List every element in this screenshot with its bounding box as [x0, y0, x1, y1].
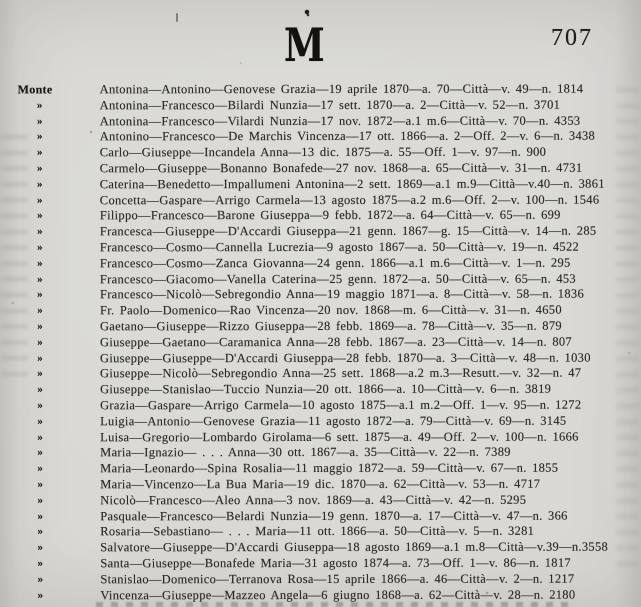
entry-margin-label: » [37, 304, 43, 317]
entry-margin-label: » [37, 415, 43, 428]
entry-text: Francesca—Giuseppe—D'Accardi Giuseppa—21 genn. 1867—g. 15—Città—v. 14—n. 285 [99, 223, 597, 239]
entry-row [0, 255, 641, 272]
entry-row [0, 476, 641, 493]
entry-margin-label: Monte [17, 82, 53, 97]
entry-text: Nicolò—Francesco—Aleo Anna—3 nov. 1869—a. 43—Città—v. 42—n. 5295 [100, 492, 527, 508]
entry-row [0, 176, 641, 193]
entry-text: Francesco—Cosmo—Zanca Giovanna—24 genn. 1866—a.1 m.6—Città—v. 1—n. 295 [99, 255, 571, 271]
entry-row [0, 145, 641, 162]
entry-text: Antonina—Antonino—Genovese Grazia—19 aprile 1870—a. 70—Città—v. 49—n. 1814 [99, 81, 584, 97]
entry-margin-label: » [37, 225, 43, 238]
entry-row [0, 413, 641, 430]
scan-artifact-right-bleed [616, 88, 638, 568]
entry-row [0, 350, 641, 367]
entry-text: Maria—Leonardo—Spina Rosalia—11 maggio 1872—a. 59—Città—v. 67—n. 1855 [100, 460, 559, 476]
entry-row [0, 192, 641, 209]
entry-text: Stanislao—Domenico—Terranova Rosa—15 aprile 1866—a. 46—Città—v. 2—n. 1217 [100, 571, 575, 587]
entry-row [0, 508, 641, 525]
entry-margin-label: » [37, 288, 43, 301]
entry-text: Grazia—Gaspare—Arrigo Carmela—10 agosto 1875—a.1 m.2—Off. 1—v. 95—n. 1272 [100, 397, 582, 413]
page-number: 707 [551, 25, 593, 51]
entry-row [0, 540, 641, 557]
ink-speck [0, 0, 2, 2]
entry-margin-label: » [37, 272, 43, 285]
entry-text: Maria—Vincenzo—La Bua Maria—19 dic. 1870—a. 62—Città—v. 53—n. 4717 [100, 476, 541, 492]
entry-text: Filippo—Francesco—Barone Giuseppa—9 febb. 1872—a. 64—Città—v. 65—n. 699 [99, 208, 561, 223]
entry-text: Vincenza—Giuseppe—Mazzeo Angela—6 giugno 1868—a. 62—Città—v. 28—n. 2180 [100, 587, 576, 602]
entry-margin-label: » [37, 557, 44, 570]
entry-row [0, 82, 641, 99]
entry-margin-label: » [37, 573, 44, 586]
entry-text: Maria—Ignazio— . . . Anna—30 ott. 1867—a. 35—Città—v. 22—n. 7389 [100, 445, 511, 460]
entry-margin-label: » [37, 336, 43, 349]
entry-row [0, 97, 641, 114]
entry-text: Gaetano—Giuseppe—Rizzo Giuseppa—28 febb. 1869—a. 78—Città—v. 35—n. 879 [99, 318, 562, 334]
entry-row [0, 492, 641, 509]
entry-margin-label: » [37, 462, 43, 475]
entry-row [0, 524, 641, 541]
entry-row [0, 571, 641, 588]
entry-row [0, 224, 641, 241]
entry-margin-label: » [36, 146, 43, 159]
entry-row [0, 334, 641, 351]
entry-row [0, 555, 641, 572]
entry-row [0, 113, 641, 130]
entry-margin-label: » [36, 130, 43, 143]
entry-margin-label: » [37, 525, 44, 538]
entry-text: Carlo—Giuseppe—Incandela Anna—13 dic. 1875—a. 55—Off. 1—v. 97—n. 900 [99, 144, 547, 160]
entry-text: Giuseppe—Giuseppe—D'Accardi Giuseppa—28 febb. 1870—a. 3—Città—v. 48—n. 1030 [100, 350, 591, 365]
entry-row [0, 287, 641, 304]
entry-margin-label: » [37, 320, 43, 333]
entry-text: Francesco—Giacomo—Vanella Caterina—25 genn. 1872—a. 50—Città—v. 65—n. 453 [99, 271, 576, 286]
entry-text: Santa—Giuseppe—Bonafede Maria—31 agosto 1874—a. 73—Off. 1—v. 86—n. 1817 [100, 555, 571, 571]
entry-margin-label: » [37, 178, 43, 191]
entry-row [0, 161, 641, 178]
entry-text: Antonino—Francesco—De Marchis Vincenza—17 ott. 1866—a. 2—Off. 2—v. 6—n. 3438 [99, 129, 596, 144]
entry-text: Francesco—Nicolò—Sebregondio Anna—19 maggio 1871—a. 8—Città—v. 58—n. 1836 [99, 286, 585, 302]
scan-artifact-cutoff-line [96, 602, 576, 607]
entry-margin-label: » [36, 162, 43, 175]
entry-row [0, 240, 641, 257]
entry-text: Antonina—Francesco—Bilardi Nunzia—17 sett. 1870—a. 2—Città—v. 52—n. 3701 [99, 97, 561, 113]
entry-text: Giuseppe—Nicolò—Sebregondio Anna—25 sett. 1868—a.2 m.3—Resutt.—v. 32—n. 47 [100, 365, 582, 381]
entry-row [0, 461, 641, 478]
entry-margin-label: » [37, 257, 43, 270]
entry-text: Salvatore—Giuseppe—D'Accardi Giuseppa—18 agosto 1869—a.1 m.8—Città—v.39—n.3558 [100, 539, 609, 555]
entry-row [0, 319, 641, 336]
ink-mark [176, 13, 178, 22]
entry-margin-label: » [37, 430, 43, 443]
entry-row [0, 382, 641, 399]
entry-margin-label: » [37, 446, 43, 459]
entry-margin-label: » [37, 351, 43, 364]
entry-margin-label: » [37, 367, 43, 380]
entry-text: Luisa—Gregorio—Lombardo Girolama—6 sett. 1875—a. 49—Off. 2—v. 100—n. 1666 [100, 429, 579, 444]
section-letter-heading: M [284, 18, 325, 72]
entry-row [0, 429, 641, 446]
entry-text: Giuseppe—Gaetano—Caramanica Anna—28 febb. 1867—a. 23—Città—v. 14—n. 807 [99, 334, 572, 350]
entry-row [0, 208, 641, 225]
entry-margin-label: » [37, 383, 43, 396]
entry-row [0, 397, 641, 414]
entry-list [0, 82, 641, 604]
entry-text: Giuseppe—Stanislao—Tuccio Nunzia—20 ott. 1866—a. 10—Città—v. 6—n. 3819 [100, 381, 552, 397]
entry-text: Fr. Paolo—Domenico—Rao Vincenza—20 nov. 1868—m. 6—Città—v. 31—n. 4650 [99, 302, 562, 318]
scan-artifact-left-bleed [2, 135, 28, 385]
entry-margin-label: » [37, 241, 43, 254]
entry-margin-label: » [37, 541, 44, 554]
entry-text: Pasquale—Francesco—Belardi Nunzia—19 genn. 1870—a. 17—Città—v. 47—n. 366 [100, 508, 568, 523]
entry-margin-label: » [37, 588, 44, 601]
entry-margin-label: » [37, 494, 43, 507]
entry-row [0, 129, 641, 146]
entry-text: Carmelo—Giuseppe—Bonanno Bonafede—27 nov. 1868—a. 65—Città—v. 31—n. 4731 [99, 160, 583, 176]
entry-text: Caterina—Benedetto—Impallumeni Antonina—2 sett. 1869—a.1 m.9—Città—v.40—n. 3861 [99, 176, 605, 192]
entry-margin-label: » [37, 399, 43, 412]
entry-margin-label: » [37, 478, 43, 491]
entry-text: Luigia—Antonio—Genovese Grazia—11 agosto 1872—a. 79—Città—v. 69—n. 3145 [100, 413, 567, 429]
entry-text: Antonina—Francesco—Vilardi Nunzia—17 nov. 1872—a.1 m.6—Città—v. 70—n. 4353 [99, 113, 581, 128]
entry-text: Concetta—Gaspare—Arrigo Carmela—13 agosto 1875—a.2 m.6—Off. 2—v. 100—n. 1546 [99, 192, 600, 207]
entry-margin-label: » [36, 114, 43, 127]
entry-row [0, 271, 641, 288]
entry-margin-label: » [37, 193, 43, 206]
entry-text: Rosaria—Sebastiano— . . . Maria—11 ott. 1866—a. 50—Città—v. 5—n. 3281 [100, 524, 535, 539]
entry-row [0, 366, 641, 383]
entry-text: Francesco—Cosmo—Cannella Lucrezia—9 agosto 1867—a. 50—Città—v. 19—n. 4522 [99, 239, 580, 255]
entry-margin-label: » [37, 509, 44, 522]
entry-row [0, 445, 641, 462]
entry-margin-label: » [37, 209, 43, 222]
entry-margin-label: » [36, 99, 43, 112]
entry-row [0, 303, 641, 320]
